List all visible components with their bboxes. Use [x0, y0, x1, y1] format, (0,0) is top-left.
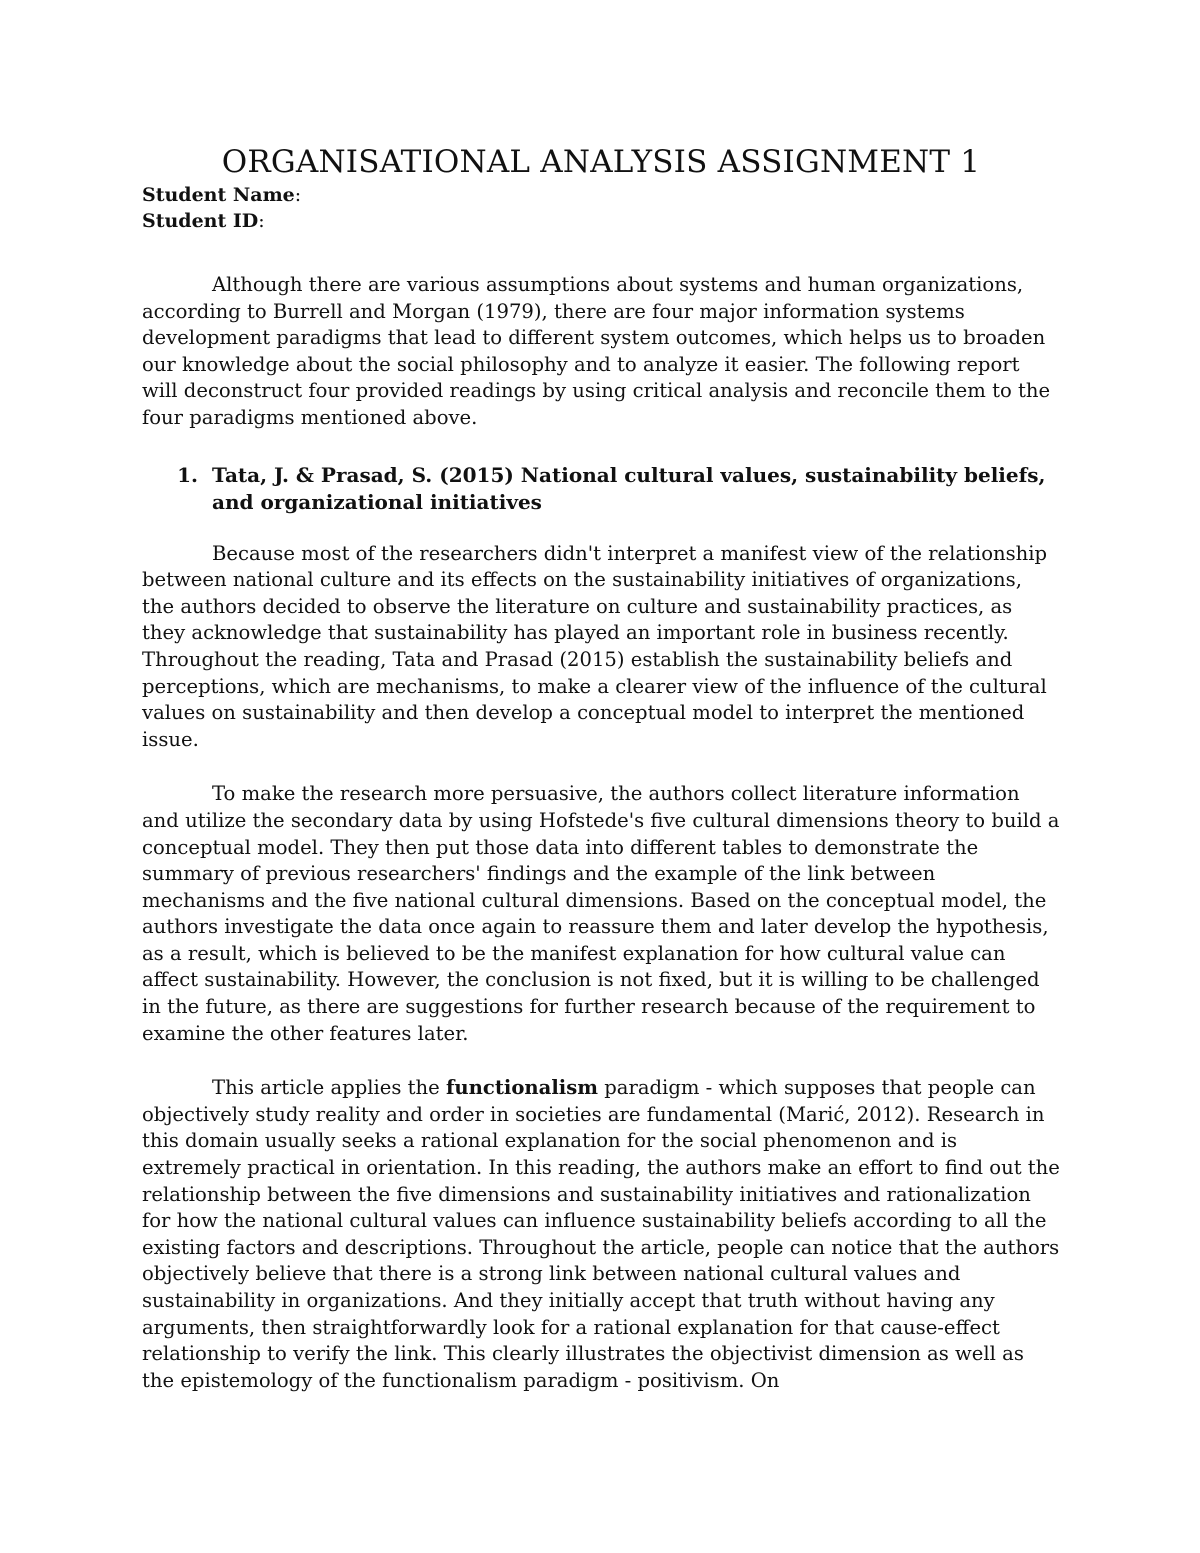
section-heading	[142, 462, 1060, 516]
section-paragraph-2: To make the research more persuasive, the authors collect literature information and utilize the secondary data by using Hofstede's five cultural dimensions theory to build a conceptual model. They then put those data into different tables to demonstrate the summary of previous researchers' findings and the example of the link between mechanisms and the five national cultural dimensions. Based on the conceptual model, the authors investigate the data once again to reassure them and later develop the hypothesis, as a result, which is believed to be the manifest explanation for how cultural value can affect sustainability. However, the conclusion is not fixed, but it is willing to be challenged in the future, as there are suggestions for further research because of the requirement to examine the other features later.	[142, 782, 1060, 1045]
student-name-colon: :	[294, 184, 302, 206]
spacer	[142, 432, 1060, 462]
section-paragraph-1: Because most of the researchers didn't interpret a manifest view of the relationship between national culture and its effects on the sustainability initiatives of organizations, the authors decided to observe the literature on culture and sustainability practices, as they acknowledge that sustainability has played an important role in business recently. Throughout the reading, Tata and Prasad (2015) establish the sustainability beliefs and perceptions, which are mechanisms, to make a clearer view of the influence of the cultural values on sustainability and then develop a conceptual model to interpret the mentioned issue.	[142, 541, 1048, 751]
spacer	[142, 753, 1060, 781]
student-name-label: Student Name	[142, 184, 295, 206]
student-name-line	[142, 182, 1060, 208]
spacer	[142, 234, 1060, 272]
paragraph-text: This article applies the	[212, 1076, 446, 1100]
spacer	[142, 1047, 1060, 1075]
document-body	[142, 142, 1060, 1394]
paragraph-text: paradigm - which supposes that people can objectively study reality and order in societies are fundamental (Marić, 2012). Research in this domain usually seeks a rational explanation for the social phenomenon and is extremely practical in orientation. In this reading, the authors make an effort to find out the relationship between the five dimensions and sustainability initiatives and rationalization for how the national cultural values can influence sustainability beliefs according to all the existing factors and descriptions. Throughout the article, people can notice that the authors objectively believe that there is a strong link between national cultural values and sustainability in organizations. And they initially accept that truth without having any arguments, then straightforwardly look for a rational explanation for that cause-effect relationship to verify the link. This clearly illustrates the objectivist dimension as well as the epistemology of the functionalism paradigm - positivism. On	[142, 1076, 1060, 1392]
document-title: ORGANISATIONAL ANALYSIS ASSIGNMENT 1	[221, 144, 981, 180]
paradigm-term: functionalism	[446, 1076, 599, 1100]
section-number: 1.	[177, 462, 198, 487]
intro-paragraph: Although there are various assumptions about systems and human organizations, according to Burrell and Morgan (1979), there are four major information systems development paradigms that lead to different system outcomes, which helps us to broaden our knowledge about the social philosophy and to analyze it easier. The following report will deconstruct four provided readings by using critical analysis and reconcile them to the four paradigms mentioned above.	[142, 273, 1051, 429]
section-heading-text: Tata, J. & Prasad, S. (2015) National cultural values, sustainability beliefs, and organizational initiatives	[212, 462, 1046, 514]
spacer	[142, 516, 1060, 541]
section-paragraph-3	[142, 1075, 1060, 1394]
student-id-line	[142, 208, 1060, 234]
student-id-label: Student ID	[142, 210, 259, 232]
student-id-colon: :	[258, 210, 265, 232]
